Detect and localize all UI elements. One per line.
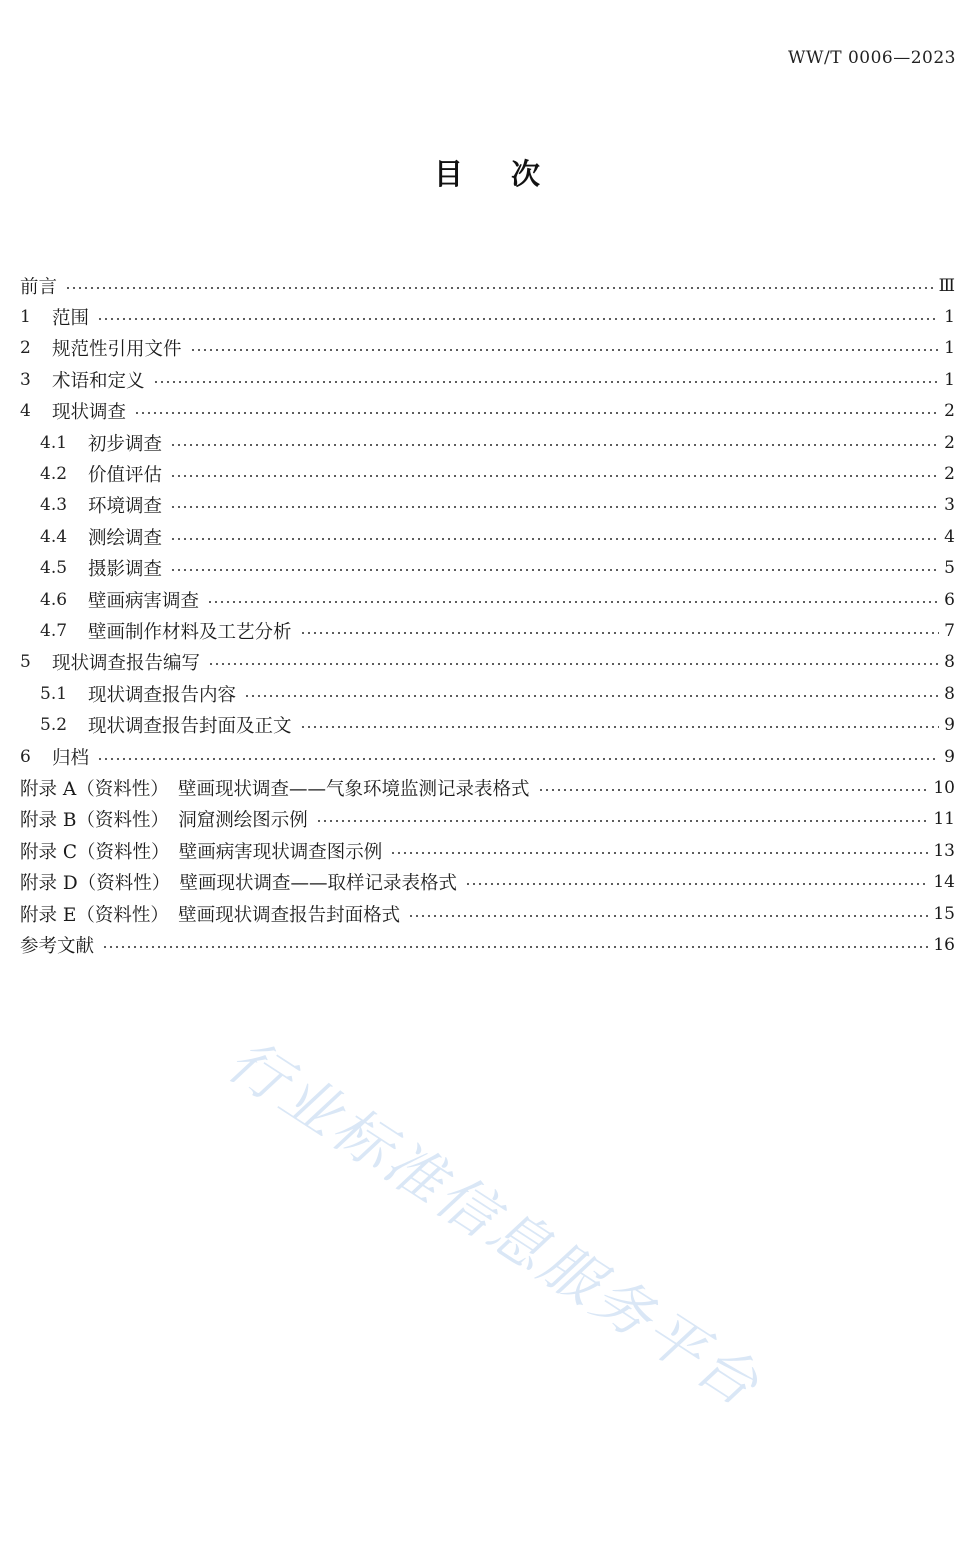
page-title [0, 152, 974, 193]
toc-leader-dots [153, 381, 939, 383]
toc-entry-number: 4.6 [40, 589, 68, 610]
toc-leader-dots [170, 569, 939, 571]
toc-entry-label: 环境调查 [88, 496, 163, 518]
toc-entry-page: 6 [944, 589, 955, 610]
toc-entry[interactable] [20, 301, 955, 332]
toc-leader-dots [300, 632, 939, 634]
toc-entry-number: 4.2 [40, 464, 68, 485]
standard-code: WW/T 0006—2023 [788, 48, 956, 68]
toc-entry-label: 壁画制作材料及工艺分析 [88, 621, 292, 643]
toc-entry[interactable] [20, 709, 955, 740]
toc-entry[interactable] [20, 615, 955, 646]
toc-entry-label: 现状调查报告内容 [88, 684, 237, 706]
toc-leader-dots [170, 475, 939, 477]
toc-entry[interactable] [20, 427, 955, 458]
toc-entry-number: 3 [20, 369, 31, 390]
toc-leader-dots [207, 601, 939, 603]
toc-entry-number: 2 [20, 338, 31, 359]
toc-entry-page: 16 [933, 934, 955, 955]
toc-leader-dots [134, 412, 939, 414]
toc-entry[interactable] [20, 804, 955, 835]
toc-entry-label: 前言 [20, 276, 58, 298]
toc-entry-label: 附录 B（资料性） 洞窟测绘图示例 [20, 810, 308, 832]
toc-leader-dots [316, 820, 930, 822]
toc-entry-label: 附录 A（资料性） 壁画现状调查——气象环境监测记录表格式 [20, 778, 530, 800]
toc-entry-number: 4.4 [40, 526, 68, 547]
toc-leader-dots [97, 318, 939, 320]
toc-entry-label: 归档 [52, 747, 90, 769]
toc-entry-label: 术语和定义 [52, 370, 145, 392]
toc-entry[interactable] [20, 333, 955, 364]
toc-entry-page: Ⅲ [938, 275, 955, 296]
toc-leader-dots [408, 915, 929, 917]
toc-entry[interactable] [20, 364, 955, 395]
toc-entry-page: 13 [933, 840, 955, 861]
toc-entry-label: 范围 [52, 308, 90, 330]
toc-leader-dots [465, 883, 929, 885]
toc-entry[interactable] [20, 741, 955, 772]
toc-entry-label: 壁画病害调查 [88, 590, 200, 612]
toc-entry-number: 5 [20, 652, 31, 673]
watermark: 行业标准信息服务平台 [215, 1025, 773, 1421]
toc-entry[interactable] [20, 647, 955, 678]
toc-entry-page: 15 [933, 903, 955, 924]
toc-leader-dots [170, 506, 939, 508]
toc-entry-label: 附录 E（资料性） 壁画现状调查报告封面格式 [20, 904, 401, 926]
title-char-1: 目 [433, 157, 463, 191]
toc-entry[interactable] [20, 521, 955, 552]
toc-entry-label: 初步调查 [88, 433, 163, 455]
toc-entry-number: 4.7 [40, 620, 68, 641]
toc-entry-page: 10 [933, 777, 955, 798]
toc-entry-label: 现状调查 [52, 402, 127, 424]
toc-entry[interactable] [20, 929, 955, 960]
toc-leader-dots [190, 349, 939, 351]
toc-entry-number: 1 [20, 307, 31, 328]
toc-entry-page: 1 [944, 369, 955, 390]
toc-entry-page: 9 [944, 746, 955, 767]
toc-entry-number: 5.2 [40, 715, 68, 736]
toc-entry-number: 4.1 [40, 432, 68, 453]
toc-entry-number: 4 [20, 401, 31, 422]
toc-entry-page: 3 [944, 495, 955, 516]
toc-entry-page: 11 [933, 809, 955, 830]
toc-entry-page: 2 [944, 432, 955, 453]
toc-entry-label: 摄影调查 [88, 559, 163, 581]
toc-entry[interactable] [20, 678, 955, 709]
toc-leader-dots [170, 538, 939, 540]
table-of-contents [20, 270, 955, 961]
toc-leader-dots [97, 758, 939, 760]
toc-entry-page: 1 [944, 307, 955, 328]
toc-entry[interactable] [20, 772, 955, 803]
toc-entry-page: 2 [944, 464, 955, 485]
toc-entry-page: 9 [944, 715, 955, 736]
toc-entry-page: 8 [944, 652, 955, 673]
toc-leader-dots [300, 726, 939, 728]
toc-leader-dots [244, 695, 939, 697]
toc-entry-page: 7 [944, 620, 955, 641]
title-char-2: 次 [511, 157, 541, 191]
toc-entry[interactable] [20, 898, 955, 929]
toc-leader-dots [538, 789, 930, 791]
toc-leader-dots [208, 663, 939, 665]
toc-entry[interactable] [20, 835, 955, 866]
toc-entry-number: 6 [20, 746, 31, 767]
toc-entry-page: 8 [944, 683, 955, 704]
toc-entry-label: 现状调查报告封面及正文 [88, 716, 292, 738]
toc-entry[interactable] [20, 866, 955, 897]
toc-entry-label: 现状调查报告编写 [52, 653, 201, 675]
toc-leader-dots [102, 946, 929, 948]
toc-entry[interactable] [20, 270, 955, 301]
toc-entry-page: 2 [944, 401, 955, 422]
toc-entry-label: 附录 D（资料性） 壁画现状调查——取样记录表格式 [20, 873, 457, 895]
toc-entry[interactable] [20, 458, 955, 489]
toc-leader-dots [65, 287, 935, 289]
toc-entry-number: 5.1 [40, 683, 68, 704]
toc-entry[interactable] [20, 490, 955, 521]
toc-entry-number: 4.5 [40, 558, 68, 579]
toc-entry[interactable] [20, 584, 955, 615]
toc-entry-number: 4.3 [40, 495, 68, 516]
toc-entry[interactable] [20, 553, 955, 584]
toc-entry-label: 附录 C（资料性） 壁画病害现状调查图示例 [20, 841, 383, 863]
toc-entry-page: 5 [944, 558, 955, 579]
toc-entry-label: 测绘调查 [88, 527, 163, 549]
toc-entry[interactable] [20, 396, 955, 427]
toc-entry-page: 14 [933, 872, 955, 893]
toc-entry-label: 价值评估 [88, 465, 163, 487]
toc-entry-page: 4 [944, 526, 955, 547]
toc-entry-label: 参考文献 [20, 935, 95, 957]
toc-entry-page: 1 [944, 338, 955, 359]
toc-leader-dots [170, 444, 939, 446]
toc-entry-label: 规范性引用文件 [52, 339, 182, 361]
toc-leader-dots [390, 852, 929, 854]
